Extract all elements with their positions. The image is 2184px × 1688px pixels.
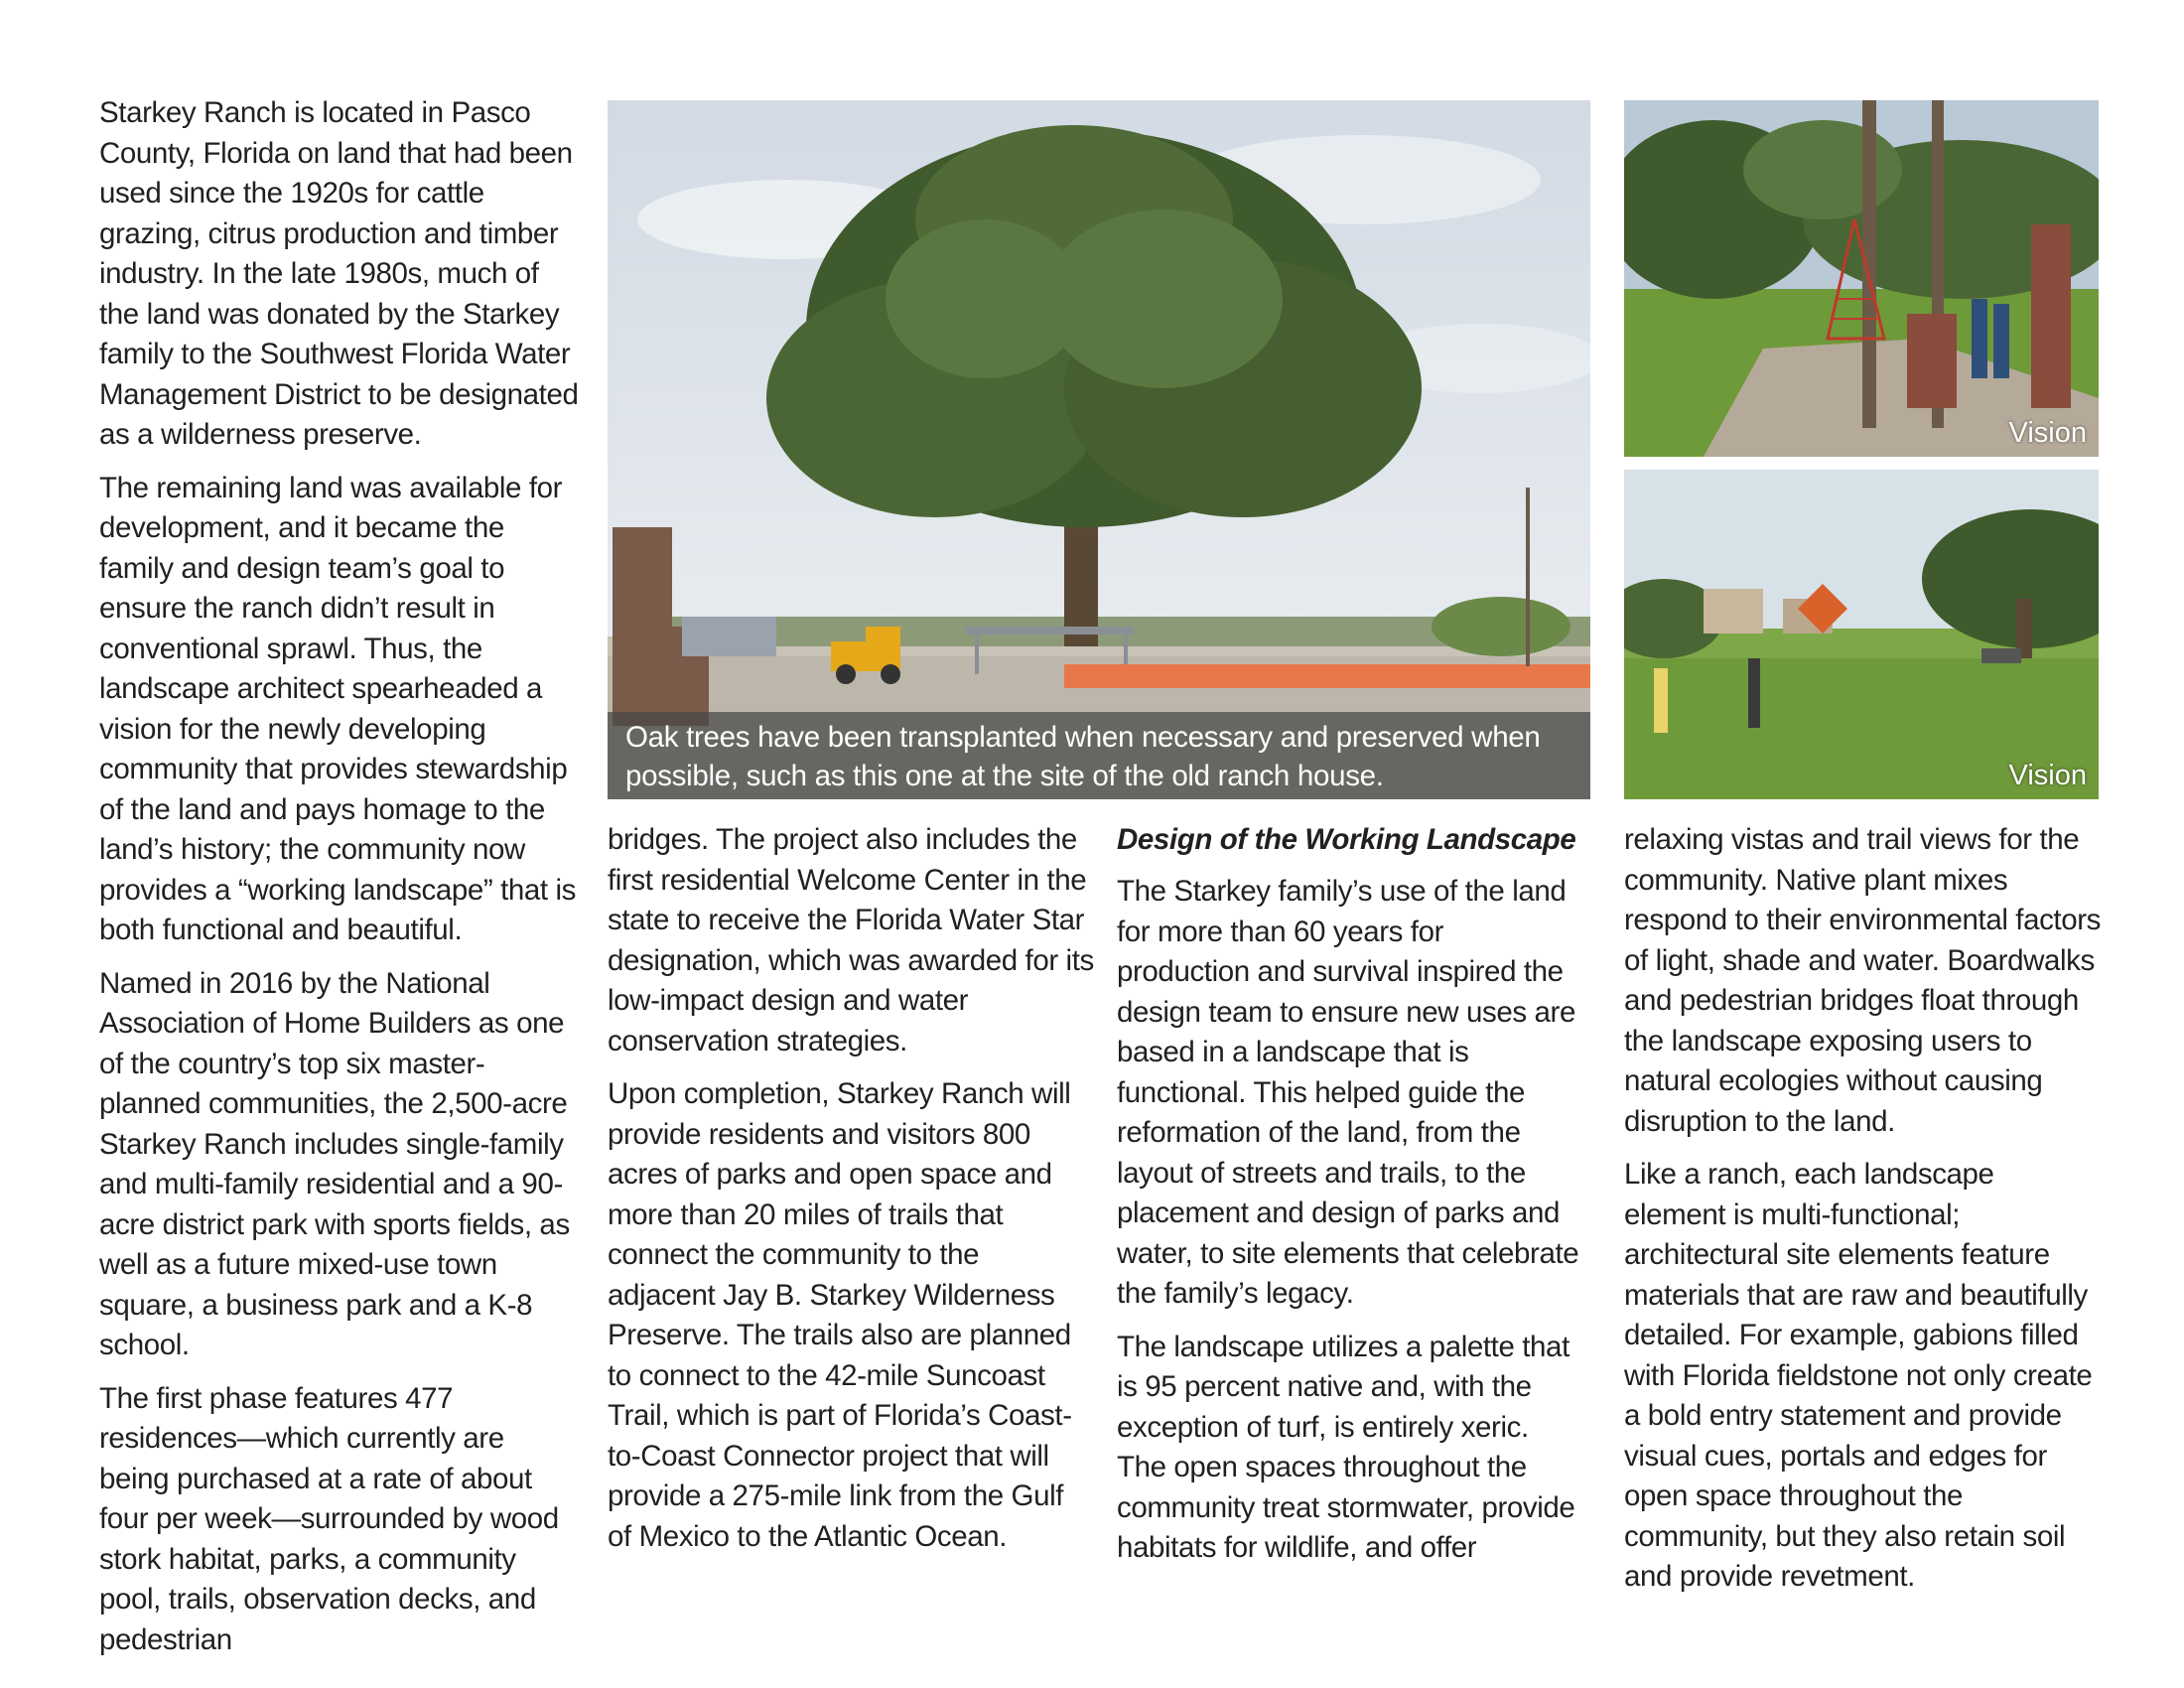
vision-label: Vision: [2008, 760, 2087, 791]
paragraph: Named in 2016 by the National Association of Home Builders as one of the country’s top six master-planned communities, the 2,500-acre Starkey Ranch includes single-family and multi-family residential and a 90-acre district park with sports fields, as well as a future mixed-use town square, a business park and a K-8 school.: [99, 966, 570, 1361]
oak-tree-image: [608, 100, 1590, 799]
paragraph: Like a ranch, each landscape element is multi-functional; architectural site elements feature materials that are raw and beautifully detailed. For example, gabions filled with Florida fieldstone not only create a bold entry statement and provide visual cues, portals and edges for open space throughout the community, but they also retain soil and provide revetment.: [1624, 1158, 2093, 1593]
text-column-2: [608, 820, 1094, 1570]
paragraph: bridges. The project also includes the first residential Welcome Center in the state to receive the Florida Water Star designation, which was awarded for its low-impact design and water conservation strategies.: [608, 823, 1094, 1057]
text-column-3: [1117, 820, 1583, 1582]
photo-caption: Oak trees have been transplanted when necessary and preserved when possible, such as this one at the site of the old ranch house.: [608, 712, 1590, 799]
oak-tree-photo: [608, 100, 1590, 799]
vision-label: Vision: [2008, 417, 2087, 449]
section-heading: Design of the Working Landscape: [1117, 823, 1576, 856]
paragraph: The landscape utilizes a palette that is 95 percent native and, with the exception of turf, is entirely xeric. The open spaces throughout the community treat stormwater, provide habitats for wildlife, and offer: [1117, 1330, 1575, 1564]
paragraph: The first phase features 477 residences—which currently are being purchased at a rate of about four per week—surrounded by wood stork habitat, parks, a community pool, trails, observation decks, and pedestrian: [99, 1381, 559, 1656]
paragraph: relaxing vistas and trail views for the community. Native plant mixes respond to their environmental factors of light, shade and water. Boardwalks and pedestrian bridges float through the landscape exposing users to natural ecologies without causing disruption to the land.: [1624, 823, 2102, 1138]
vision-rendering-park-lawn: [1624, 470, 2099, 799]
paragraph: The Starkey family’s use of the land for more than 60 years for production and survival inspired the design team to ensure new uses are based in a landscape that is functional. This helped guide the reformation of the land, from the layout of streets and trails, to the placement and design of parks and water, to site elements that celebrate the family’s legacy.: [1117, 875, 1579, 1310]
paragraph: Upon completion, Starkey Ranch will provide residents and visitors 800 acres of parks and open space and more than 20 miles of trails that connect the community to the adjacent Jay B. Starkey Wilderness Preserve. The trails also are planned to connect to the 42-mile Suncoast Trail, which is part of Florida’s Coast-to-Coast Connector project that will provide a 275-mile link from the Gulf of Mexico to the Atlantic Ocean.: [608, 1077, 1072, 1553]
vision-rendering-playground: [1624, 100, 2099, 457]
paragraph: The remaining land was available for development, and it became the family and design team’s goal to ensure the ranch didn’t result in conventional sprawl. Thus, the landscape architect spearheaded a vision for the newly developing community that provides stewardship of the land and pays homage to the land’s history; the community now provides a “working landscape” that is both functional and beautiful.: [99, 471, 576, 946]
text-column-1: [99, 93, 581, 1673]
playground-rendering-image: [1624, 100, 2099, 457]
park-lawn-rendering-image: [1624, 470, 2099, 799]
paragraph: Starkey Ranch is located in Pasco County, Florida on land that had been used since the 1920s for cattle grazing, citrus production and timber industry. In the late 1980s, much of the land was donated by the Starkey family to the Southwest Florida Water Management District to be designated as a wilderness preserve.: [99, 96, 579, 451]
text-column-4: [1624, 820, 2101, 1611]
